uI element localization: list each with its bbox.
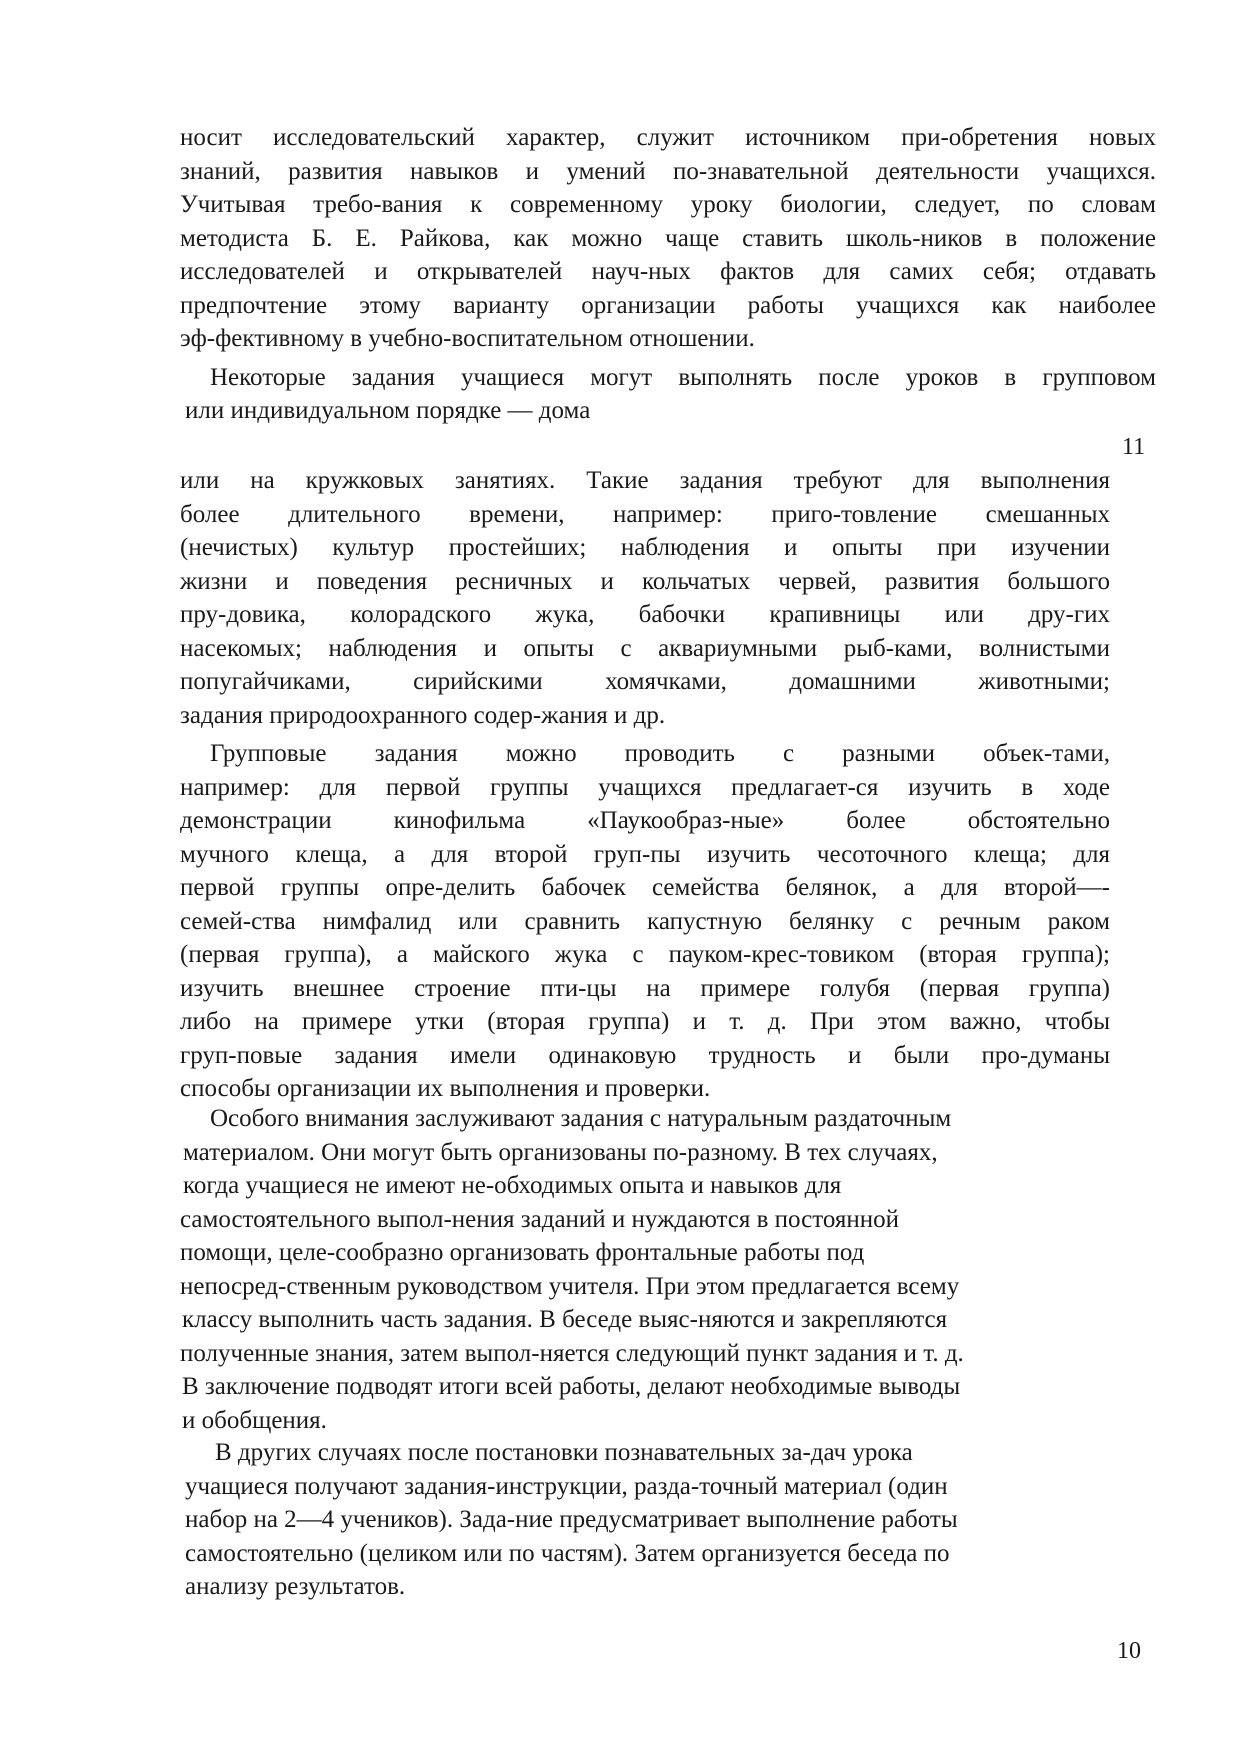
text-line: или на кружковых занятиях. Такие задания требуют для выполнения bbox=[180, 467, 1110, 494]
text-line: Особого внимания заслуживают задания с натуральным раздаточным bbox=[210, 1105, 952, 1132]
paragraph-5 bbox=[180, 1102, 1110, 1437]
text-line: полученные знания, затем выпол-няется следующий пункт задания и т. д. bbox=[180, 1339, 964, 1367]
text-line: (первая группа), а майского жука с пауком-крес-товиком (вторая группа); bbox=[180, 941, 1110, 968]
text-line: набор на 2—4 учеников). Зада-ние предусматривает выполнение работы bbox=[185, 1506, 958, 1533]
text-line: изучить внешнее строение пти-цы на примере голубя (первая группа) bbox=[180, 974, 1110, 1002]
paragraph-6 bbox=[185, 1436, 1115, 1604]
text-line: груп-повые задания имели одинаковую трудность и были про-думаны bbox=[180, 1041, 1110, 1069]
text-line: носит исследовательский характер, служит источником при-обретения новых bbox=[180, 124, 1156, 151]
text-line: эф-фективному в учебно-воспитательном отношении. bbox=[180, 325, 755, 352]
text-line: и обобщения. bbox=[182, 1406, 327, 1434]
text-line: насекомых; наблюдения и опыты с аквариумными рыб-ками, волнистыми bbox=[180, 634, 1110, 662]
text-line: задания природоохранного содер-жания и др. bbox=[180, 701, 666, 729]
text-line: Некоторые задания учащиеся могут выполнять после уроков в групповом bbox=[210, 363, 1156, 391]
text-line: В заключение подводят итоги всей работы, делают необходимые выводы bbox=[182, 1373, 961, 1400]
text-line: учащиеся получают задания-инструкции, разда-точный материал (один bbox=[185, 1472, 948, 1500]
text-line: попугайчиками, сирийскими хомячками, домашними животными; bbox=[180, 668, 1110, 695]
text-line: Групповые задания можно проводить с разными объек-тами, bbox=[210, 740, 1110, 767]
text-line: знаний, развития навыков и умений по-знавательной деятельности учащихся. bbox=[180, 157, 1156, 185]
text-line: семей-ства нимфалид или сравнить капустную белянку с речным раком bbox=[180, 907, 1110, 935]
text-line: например: для первой группы учащихся предлагает-ся изучить в ходе bbox=[180, 773, 1110, 801]
text-line: методиста Б. Е. Райкова, как можно чаще ставить школь-ников в положение bbox=[180, 224, 1156, 252]
text-line: самостоятельно (целиком или по частям). Затем организуется беседа по bbox=[185, 1539, 950, 1567]
text-line: помощи, целе-сообразно организовать фронтальные работы под bbox=[180, 1239, 865, 1266]
text-line: предпочтение этому варианту организации работы учащихся как наиболее bbox=[180, 291, 1156, 319]
page-number-top: 11 bbox=[1122, 434, 1146, 460]
text-line: когда учащиеся не имеют не-обходимых опыта и навыков для bbox=[183, 1172, 842, 1199]
text-line: самостоятельного выпол-нения заданий и нуждаются в постоянной bbox=[180, 1205, 900, 1233]
text-line: материалом. Они могут быть организованы по-разному. В тех случаях, bbox=[183, 1138, 938, 1166]
text-line: В других случаях после постановки познавательных за-дач урока bbox=[215, 1439, 913, 1466]
text-line: пру-довика, колорадского жука, бабочки крапивницы или дру-гих bbox=[180, 601, 1110, 628]
page-number-bottom: 10 bbox=[1117, 1638, 1141, 1664]
text-line: классу выполнить часть задания. В беседе выяс-няются и закрепляются bbox=[182, 1306, 948, 1333]
text-line: способы организации их выполнения и проверки. bbox=[180, 1075, 711, 1102]
text-line: (нечистых) культур простейших; наблюдения и опыты при изучении bbox=[180, 534, 1110, 561]
text-line: мучного клеща, а для второй груп-пы изучить чесоточного клеща; для bbox=[180, 840, 1110, 868]
text-line: первой группы опре-делить бабочек семейства белянок, а для второй—- bbox=[180, 874, 1110, 901]
text-line: демонстрации кинофильма «Паукообраз-ные» более обстоятельно bbox=[180, 807, 1110, 834]
paragraph-1 bbox=[180, 121, 1156, 428]
text-line: Учитывая требо-вания к современному уроку биологии, следует, по словам bbox=[180, 191, 1156, 218]
paragraph-3 bbox=[180, 464, 1110, 1106]
text-line: анализу результатов. bbox=[185, 1573, 406, 1600]
text-line: либо на примере утки (вторая группа) и т. д. При этом важно, чтобы bbox=[180, 1008, 1110, 1035]
text-line: непосред-ственным руководством учителя. При этом предлагается всему bbox=[180, 1272, 960, 1300]
text-line: более длительного времени, например: приго-товление смешанных bbox=[180, 500, 1110, 528]
text-line: исследователей и открывателей науч-ных фактов для самих себя; отдавать bbox=[180, 258, 1156, 285]
text-line: жизни и поведения ресничных и кольчатых червей, развития большого bbox=[180, 567, 1110, 595]
text-line: или индивидуальном порядке — дома bbox=[185, 397, 591, 424]
